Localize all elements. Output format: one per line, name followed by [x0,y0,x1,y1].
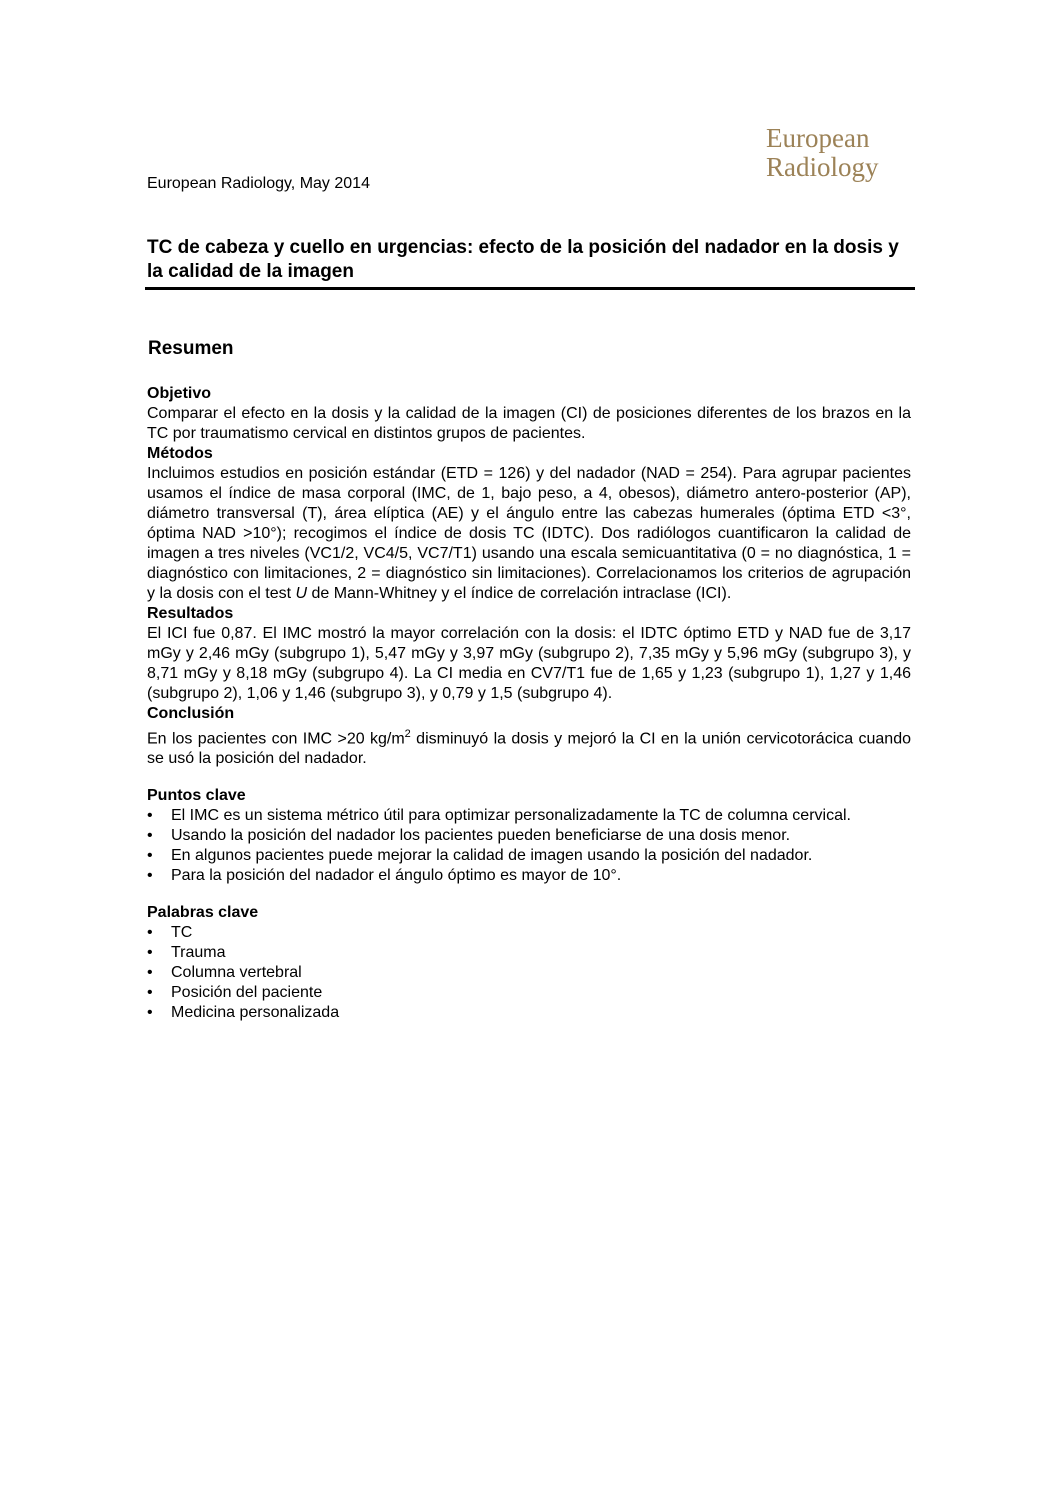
bullet-icon: • [147,847,153,865]
methods-test-letter: U [295,585,308,602]
keyword-text: Posición del paciente [171,984,323,1002]
bullet-icon: • [147,827,153,845]
keyword-text: Columna vertebral [171,964,302,982]
objective-heading: Objetivo [147,385,212,402]
key-point-item [147,866,911,886]
abstract-body [147,384,911,1023]
key-point-text: Para la posición del nadador el ángulo óptimo es mayor de 10°. [171,867,622,885]
bullet-icon: • [147,944,153,962]
bullet-icon: • [147,807,153,825]
results-text: El ICI fue 0,87. El IMC mostró la mayor correlación con la dosis: el IDTC óptimo ETD y NAD fue de 3,17 mGy y 2,46 mGy (subgrupo 1), 5,47 mGy y 3,97 mGy (subgrupo 2), 7,35 mGy y 5,96 mGy (subgrupo 3), y 8,71 mGy y 8,18 mGy (subgrupo 4). La CI media en CV7/T1 fue de 1,65 y 1,23 (subgrupo 1), 1,27 y 1,46 (subgrupo 2), 1,06 y 1,46 (subgrupo 3), y 0,79 y 1,5 (subgrupo 4). [147,625,911,702]
logo-line-2: Radiology [766,152,879,182]
results-heading: Resultados [147,605,234,622]
key-point-item [147,846,911,866]
keyword-item [147,1003,911,1023]
section-heading-resumen: Resumen [148,338,234,359]
key-point-text: Usando la posición del nadador los pacientes pueden beneficiarse de una dosis menor. [171,827,791,845]
logo-line-1: European [766,123,870,153]
spacer [147,886,911,903]
keywords-list [147,923,911,1023]
objective-text: Comparar el efecto en la dosis y la calidad de la imagen (CI) de posiciones diferentes de los brazos en la TC por traumatismo cervical en distintos grupos de pacientes. [147,405,911,442]
keyword-text: TC [171,924,193,942]
keyword-item [147,983,911,1003]
bullet-icon: • [147,867,153,885]
methods-text [147,464,911,604]
bullet-icon: • [147,1004,153,1022]
bullet-icon: • [147,924,153,942]
journal-line: European Radiology, May 2014 [147,175,370,192]
key-point-text: El IMC es un sistema métrico útil para optimizar personalizadamente la TC de columna cervical. [171,807,851,825]
keyword-item [147,923,911,943]
conclusion-text-part-2: disminuyó la dosis y mejoró la CI en la unión cervicotorácica cuando se usó la posición del nadador. [147,730,912,768]
conclusion-superscript: 2 [404,728,411,740]
methods-text-part-2: de Mann-Whitney y el índice de correlación intraclase (ICI). [307,585,732,602]
conclusion-heading: Conclusión [147,705,235,722]
title-rule [145,287,915,290]
keywords-heading: Palabras clave [147,904,259,922]
key-point-item [147,826,911,846]
key-points-list [147,806,911,886]
bullet-icon: • [147,964,153,982]
article-title: TC de cabeza y cuello en urgencias: efecto de la posición del nadador en la dosis y la calidad de la imagen [147,237,899,282]
methods-text-part-1: Incluimos estudios en posición estándar (ETD = 126) y del nadador (NAD = 254). Para agrupar pacientes usamos el índice de masa corporal (IMC, de 1, bajo peso, a 4, obesos), diámetro antero-posterior (AP), diámetro transversal (T), área elíptica (AE) y el ángulo entre las cabezas humerales (óptima ETD <3°, óptima NAD >10°); recogimos el índice de dosis TC (IDTC). Dos radiólogos cuantificaron la calidad de imagen a tres niveles (VC1/2, VC4/5, VC7/T1) usando una escala semicuantitativa (0 = no diagnóstica, 1 = diagnóstico con limitaciones, 2 = diagnóstico sin limitaciones). Correlacionamos los criterios de agrupación y la dosis con el test [147,465,911,602]
keyword-item [147,963,911,983]
conclusion-text-part-1: En los pacientes con IMC >20 kg/m [147,730,405,748]
journal-logo [766,124,879,182]
conclusion-text [147,724,911,769]
spacer [147,769,911,786]
bullet-icon: • [147,984,153,1002]
keyword-item [147,943,911,963]
key-points-heading: Puntos clave [147,787,246,805]
keyword-text: Trauma [171,944,226,962]
keyword-text: Medicina personalizada [171,1004,340,1022]
key-point-item [147,806,911,826]
key-point-text: En algunos pacientes puede mejorar la calidad de imagen usando la posición del nadador. [171,847,813,865]
methods-heading: Métodos [147,445,213,462]
